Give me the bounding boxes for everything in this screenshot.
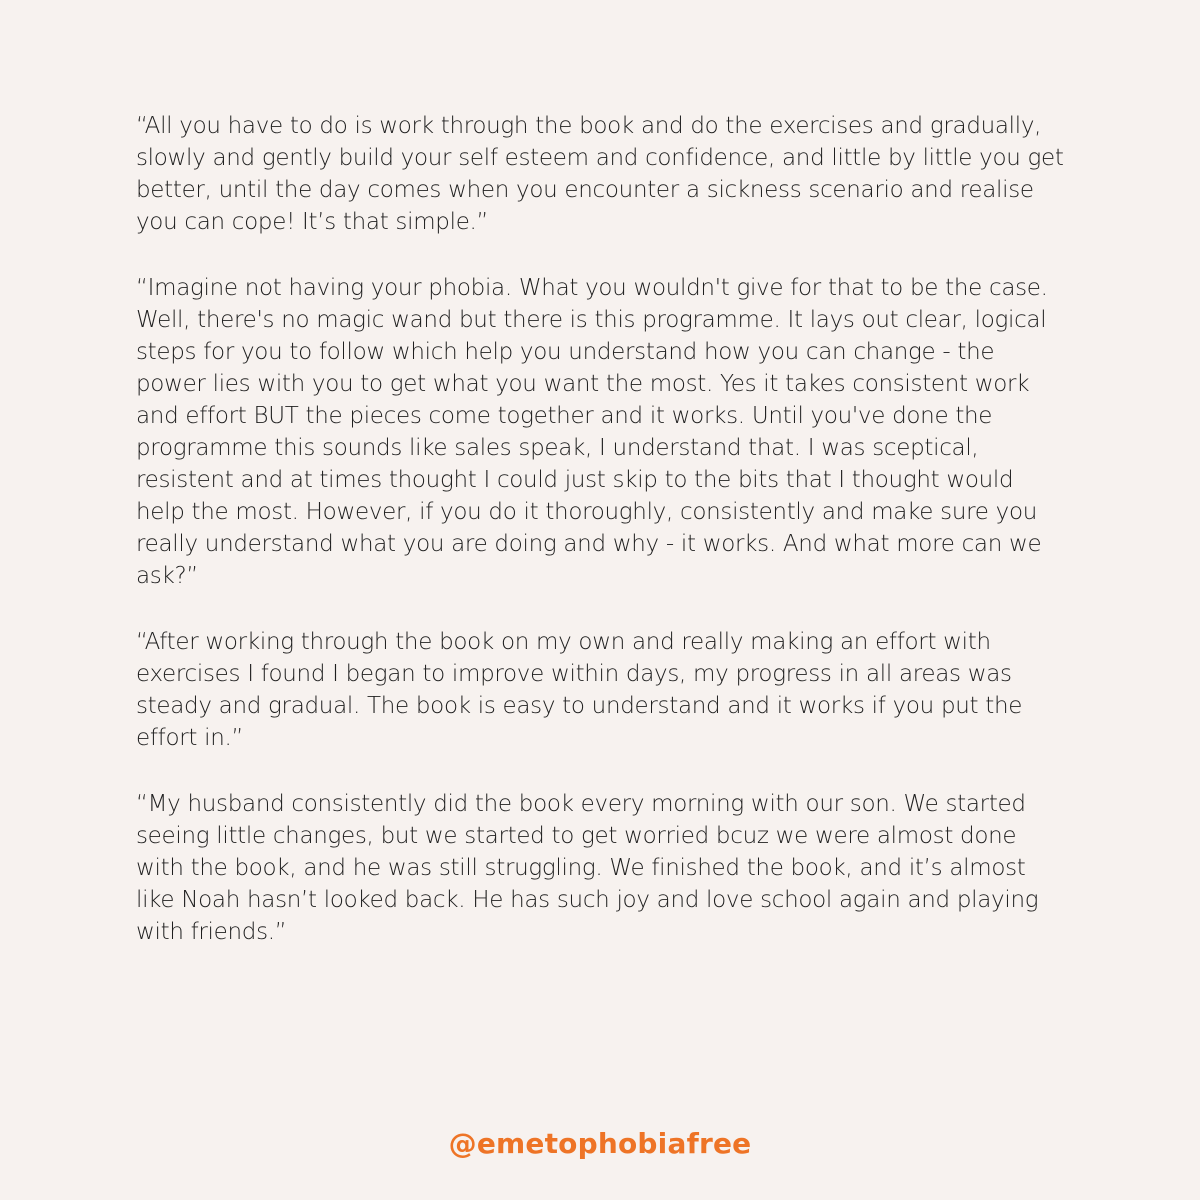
testimonial-quote-3: “After working through the book on my own and really making an effort with exercises I found I began to improve within days, my progress in all areas was steady and gradual. The book is easy to understand and it works if you put the effort in.” <box>136 629 1023 751</box>
testimonials-list <box>136 110 1064 982</box>
testimonial-quote-4: “My husband consistently did the book every morning with our son. We started seeing little changes, but we started to get worried bcuz we were almost done with the book, and he was still struggling. We finished the book, and it’s almost like Noah hasn’t looked back. He has such joy and love school again and playing with friends.” <box>136 791 1039 945</box>
social-handle: @emetophobiafree <box>448 1127 752 1160</box>
testimonial-quote-2: “Imagine not having your phobia. What you wouldn't give for that to be the case. Well, there's no magic wand but there is this programme. It lays out clear, logical steps for you to follow which help you understand how you can change - the power lies with you to get what you want the most. Yes it takes consistent work and effort BUT the pieces come together and it works. Until you've done the programme this sounds like sales speak, I understand that. I was sceptical, resistent and at times thought I could just skip to the bits that I thought would help the most. However, if you do it thoroughly, consistently and make sure you really understand what you are doing and why - it works. And what more can we ask?” <box>136 275 1048 589</box>
testimonial-quote-1: “All you have to do is work through the book and do the exercises and gradually, slowly and gently build your self esteem and confidence, and little by little you get better, until the day comes when you encounter a sickness scenario and realise you can cope! It’s that simple.” <box>136 113 1064 235</box>
